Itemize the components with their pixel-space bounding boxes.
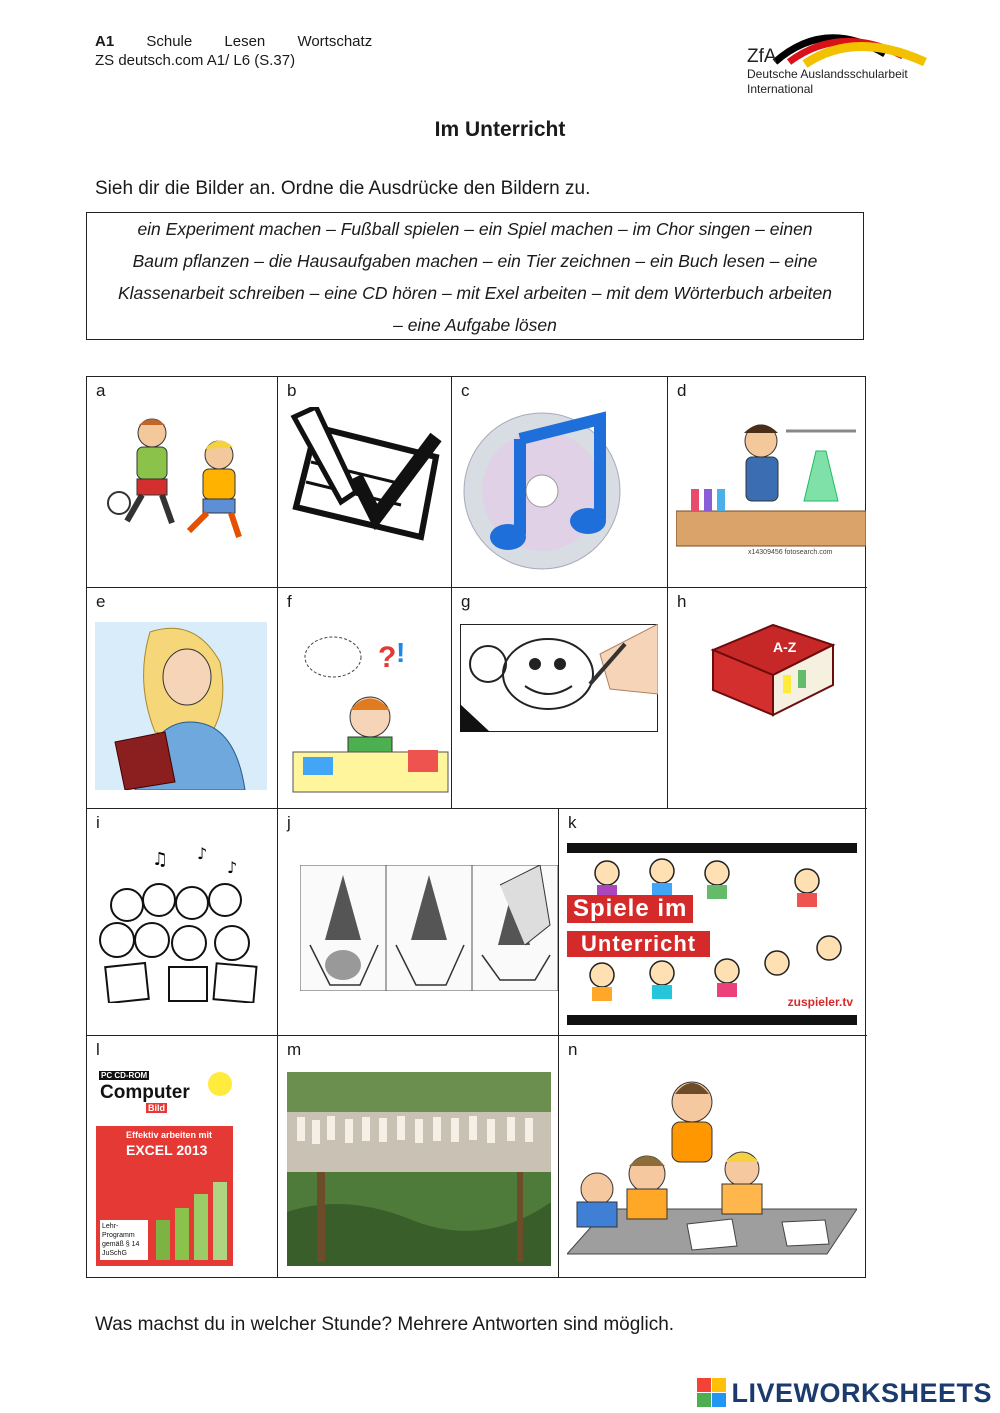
excel-subtitle: Effektiv arbeiten mit xyxy=(126,1130,213,1140)
badge-icon xyxy=(208,1072,232,1096)
instruction-text: Sieh dir die Bilder an. Ordne die Ausdrücke den Bildern zu. xyxy=(95,178,591,199)
cell-l xyxy=(87,1036,278,1278)
hand-drawing-monkey-icon xyxy=(460,624,658,732)
word-box-line: Baum pflanzen – die Hausaufgaben machen – ein Tier zeichnen – ein Buch lesen – eine xyxy=(132,251,818,271)
brand-computer: Computer xyxy=(100,1082,190,1103)
cell-label: i xyxy=(96,813,100,832)
soccer-players-icon xyxy=(97,411,267,541)
boy-homework-icon xyxy=(288,622,453,797)
cell-g xyxy=(452,588,668,809)
banner-line1: Spiele im xyxy=(567,895,693,923)
svg-text:♪: ♪ xyxy=(227,858,238,877)
book-cover-text: A-Z xyxy=(773,639,797,655)
cell-b xyxy=(278,377,452,588)
cell-c xyxy=(452,377,668,588)
excel-title: EXCEL 2013 xyxy=(126,1142,208,1158)
word-box-line: – eine Aufgabe lösen xyxy=(393,315,557,335)
cell-n xyxy=(559,1036,867,1278)
age-rating-badge: Lehr-Programm gemäß § 14 JuSchG xyxy=(100,1220,148,1260)
cell-label: f xyxy=(287,592,292,611)
liveworksheets-logo-icon xyxy=(697,1378,727,1408)
word-box-line: Klassenarbeit schreiben – eine CD hören – mit Exel arbeiten – mit dem Wörterbuch arbeiten xyxy=(118,283,832,303)
cell-label: h xyxy=(677,592,687,611)
cell-label: l xyxy=(96,1040,100,1059)
children-choir-icon xyxy=(97,845,269,1003)
cell-e xyxy=(87,588,278,809)
tag-schule: Schule xyxy=(146,33,193,50)
page-title: Im Unterricht xyxy=(434,118,566,141)
liveworksheets-watermark: LIVEWORKSHEETS xyxy=(731,1378,992,1408)
svg-text:!: ! xyxy=(396,637,406,668)
cd-music-note-icon xyxy=(460,409,625,574)
header-tags xyxy=(95,33,400,50)
banner-line2: Unterricht xyxy=(567,931,710,957)
tree-planting-icon xyxy=(300,865,558,991)
excel-software-box-icon xyxy=(96,1070,233,1266)
zfa-line2: International xyxy=(747,82,814,96)
tag-lesen: Lesen xyxy=(224,33,266,50)
zfa-line1: Deutsche Auslandsschularbeit xyxy=(747,67,908,81)
word-box-line: ein Experiment machen – Fußball spielen – ein Spiel machen – im Chor singen – einen xyxy=(137,219,813,239)
cell-label: b xyxy=(287,381,297,400)
cell-label: a xyxy=(96,381,106,400)
cell-label: d xyxy=(677,381,687,400)
cell-m xyxy=(278,1036,559,1278)
class-group-photo-icon xyxy=(287,1072,551,1266)
cell-label: g xyxy=(461,592,471,611)
bar-graphic-icon xyxy=(151,1180,231,1260)
svg-text:?: ? xyxy=(378,641,397,674)
source-reference: ZS deutsch.com A1/ L6 (S.37) xyxy=(95,52,296,69)
dictionary-book-icon xyxy=(703,620,843,720)
cell-label: e xyxy=(96,592,106,611)
students-writing-test-icon xyxy=(567,1074,857,1258)
cell-h xyxy=(668,588,867,809)
level-label: A1 xyxy=(95,33,115,50)
zfa-abbr: ZfA xyxy=(747,46,777,67)
cell-label: j xyxy=(287,813,291,832)
cell-a xyxy=(87,377,278,588)
question-text: Was machst du in welcher Stunde? Mehrere Antworten sind möglich. xyxy=(95,1314,675,1335)
svg-text:♫: ♫ xyxy=(152,849,169,870)
cell-label: m xyxy=(287,1040,302,1059)
zfa-logo xyxy=(745,24,935,98)
chemistry-experiment-icon xyxy=(676,411,866,551)
image-caption: x14309456 fotosearch.com xyxy=(748,549,833,556)
cell-label: k xyxy=(568,813,577,832)
cell-label: n xyxy=(568,1040,578,1059)
girl-reading-book-icon xyxy=(95,622,267,790)
cell-j xyxy=(278,809,559,1036)
cell-f xyxy=(278,588,452,809)
pencil-checkmark-icon xyxy=(286,407,446,542)
brand-bild: Bild xyxy=(148,1103,165,1113)
spiele-im-unterricht-banner xyxy=(567,843,857,1025)
cell-label: c xyxy=(461,381,470,400)
svg-text:♪: ♪ xyxy=(197,845,208,863)
pc-cdrom-label: PC CD-ROM xyxy=(101,1071,148,1080)
cell-i xyxy=(87,809,278,1036)
banner-site: zuspieler.tv xyxy=(787,995,853,1009)
picture-grid xyxy=(86,376,866,1278)
cell-d xyxy=(668,377,867,588)
word-box xyxy=(86,212,864,340)
tag-wortschatz: Wortschatz xyxy=(297,33,373,50)
cell-k xyxy=(559,809,867,1036)
